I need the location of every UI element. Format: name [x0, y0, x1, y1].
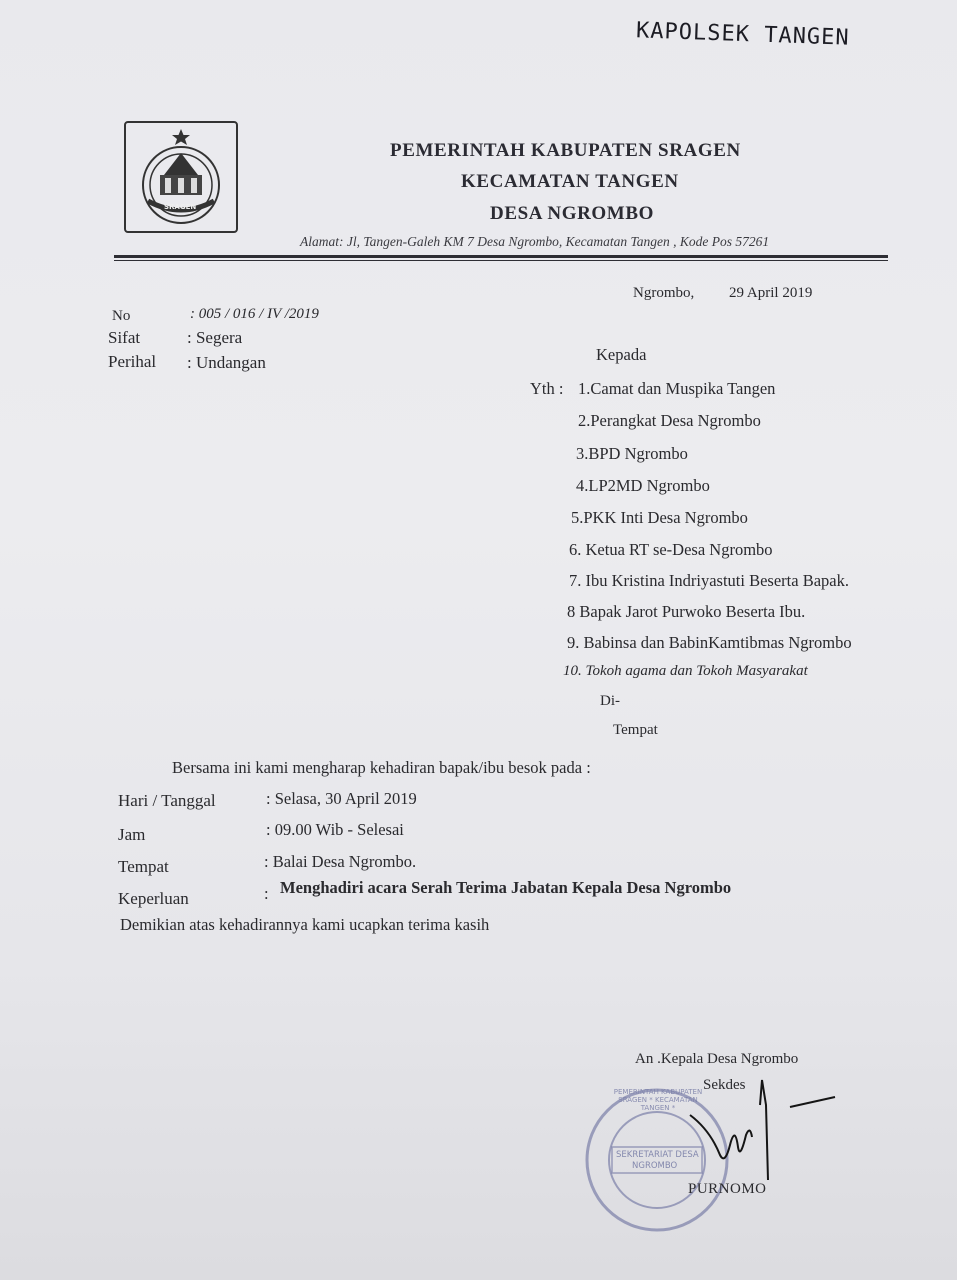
jam-value: : 09.00 Wib - Selesai [266, 820, 404, 839]
date-place: Ngrombo, [633, 285, 695, 301]
recipient-item: 8 Bapak Jarot Purwoko Beserta Ibu. [567, 602, 806, 621]
recipient-item: 1.Camat dan Muspika Tangen [578, 379, 776, 398]
recipient-item: 6. Ketua RT se-Desa Ngrombo [569, 540, 773, 559]
intro-text: Bersama ini kami mengharap kehadiran bapak/ibu besok pada : [172, 758, 591, 777]
handwritten-signature [680, 1075, 840, 1180]
closing-text: Demikian atas kehadirannya kami ucapkan terima kasih [120, 915, 490, 934]
signatory-name: PURNOMO [688, 1181, 767, 1197]
header-district: KECAMATAN TANGEN [461, 171, 679, 192]
header-village: DESA NGROMBO [490, 203, 654, 224]
no-label: No [112, 308, 131, 324]
recipient-item: 2.Perangkat Desa Ngrombo [578, 411, 761, 430]
date-value: 29 April 2019 [729, 285, 813, 301]
jam-label: Jam [118, 825, 146, 844]
keperluan-colon: : [264, 884, 269, 903]
tempat-label: Tempat [613, 722, 658, 738]
perihal-value: : Undangan [187, 353, 266, 372]
keperluan-label: Keperluan [118, 889, 189, 908]
stamp-outer-text: PEMERINTAH KABUPATEN SRAGEN * KECAMATAN TANGEN * [613, 1088, 703, 1112]
tempat-value: : Balai Desa Ngrombo. [264, 852, 417, 871]
sifat-value: : Segera [187, 328, 243, 347]
stamp-inner-text-2: NGROMBO [632, 1161, 678, 1171]
di-label: Di- [600, 693, 620, 709]
recipient-item: 9. Babinsa dan BabinKamtibmas Ngrombo [567, 633, 852, 652]
keperluan-value: Menghadiri acara Serah Terima Jabatan Kepala Desa Ngrombo [280, 878, 732, 897]
recipient-item: 4.LP2MD Ngrombo [576, 476, 710, 495]
handwritten-note: KAPOLSEK TANGEN [635, 18, 851, 51]
sifat-label: Sifat [108, 328, 141, 347]
signatory-title: An .Kepala Desa Ngrombo [635, 1051, 799, 1067]
recipient-item: 10. Tokoh agama dan Tokoh Masyarakat [563, 663, 808, 679]
hari-value: : Selasa, 30 April 2019 [266, 789, 417, 808]
header-rule-thin [114, 260, 888, 261]
header-government: PEMERINTAH KABUPATEN SRAGEN [390, 140, 741, 161]
yth-label: Yth : [530, 379, 564, 398]
kepada-label: Kepada [596, 345, 647, 364]
logo-text: SRAGEN [164, 203, 197, 211]
no-value: : 005 / 016 / IV /2019 [190, 306, 319, 322]
signatory-role: Sekdes [703, 1077, 746, 1093]
perihal-label: Perihal [108, 352, 157, 371]
header-rule-thick [114, 255, 888, 258]
recipient-item: 3.BPD Ngrombo [576, 444, 688, 463]
regency-logo [124, 121, 238, 233]
stamp-inner-text: SEKRETARIAT DESA [616, 1150, 699, 1160]
recipient-item: 5.PKK Inti Desa Ngrombo [571, 508, 748, 527]
header-address: Alamat: Jl, Tangen-Galeh KM 7 Desa Ngrombo, Kecamatan Tangen , Kode Pos 57261 [300, 234, 770, 249]
recipient-item: 7. Ibu Kristina Indriyastuti Beserta Bapak. [569, 571, 849, 590]
hari-label: Hari / Tanggal [118, 791, 216, 810]
tempat-body-label: Tempat [118, 857, 169, 876]
